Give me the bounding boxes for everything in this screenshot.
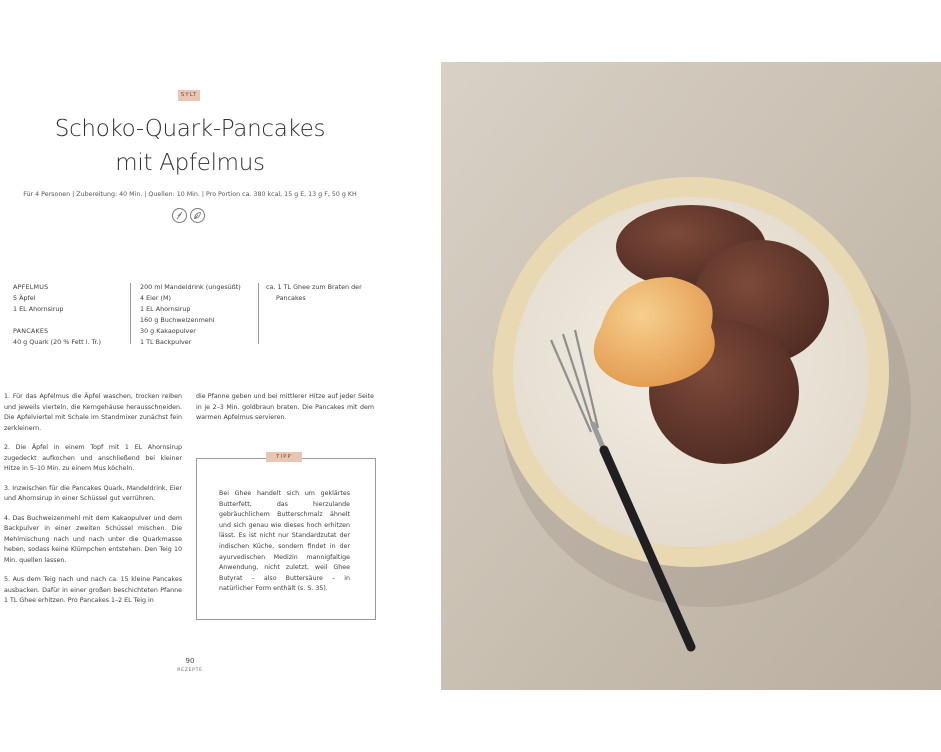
ingredient-item: ca. 1 TL Ghee zum Braten der: [266, 283, 362, 291]
title-line-2: mit Apfelmus: [115, 150, 265, 176]
step-5-continued: die Pfanne geben und bei mittlerer Hitze auf jeder Seite in je 2–3 Min. goldbraun braten. Die Pancakes mit dem warmen Apfelmus servieren.: [196, 393, 374, 421]
step-3: 3. Inzwischen für die Pancakes Quark, Mandeldrink, Eier und Ahornsirup in einer Schüssel gut verrühren.: [4, 484, 182, 502]
steps-column-right: [196, 392, 374, 433]
step-5: 5. Aus dem Teig nach und nach ca. 15 kleine Pancakes ausbacken. Dafür in einer großen beschichteten Pfanne 1 TL Ghee erhitzen. Pro Pancakes 1–2 EL Teig in: [4, 576, 182, 604]
recipe-meta: Für 4 Personen | Zubereitung: 40 Min. | Quellen: 10 Min. | Pro Portion ca. 380 kcal, 15 g E, 13 g F, 50 g KH: [23, 191, 357, 198]
ingredient-item: 30 g Kakaopulver: [140, 327, 196, 335]
ingredient-item: 40 g Quark (20 % Fett i. Tr.): [13, 338, 102, 346]
ingredients-column-1: [13, 282, 101, 348]
pancakes-illustration: [441, 62, 941, 690]
ingredient-item: 1 TL Backpulver: [140, 338, 192, 346]
column-divider: [130, 283, 131, 344]
diet-icons: [172, 208, 205, 223]
wheat-free-icon: [172, 208, 187, 223]
column-divider: [258, 283, 259, 344]
ingredient-heading: PANCAKES: [13, 327, 49, 335]
recipe-page: [0, 0, 440, 752]
ingredient-item: 200 ml Mandeldrink (ungesüßt): [140, 283, 241, 291]
ingredient-heading: APFELMUS: [13, 283, 49, 291]
ingredient-item: 1 EL Ahornsirup: [13, 305, 64, 313]
recipe-title: [0, 112, 380, 180]
ingredient-item: 5 Äpfel: [13, 294, 36, 302]
recipe-photo: [441, 62, 941, 690]
steps-column-left: [4, 392, 182, 616]
ingredients-column-3: [266, 282, 362, 304]
ingredient-item: 160 g Buchweizenmehl: [140, 316, 215, 324]
ingredient-item: 1 EL Ahornsirup: [140, 305, 191, 313]
leaf-icon: [190, 208, 205, 223]
ingredient-item: 4 Eier (M): [140, 294, 172, 302]
step-4: 4. Das Buchweizenmehl mit dem Kakaopulver und dem Backpulver in einer zweiten Schüssel mischen. Die Mehlmischung nach und nach unter die Quarkmasse heben, sodass keine Klümpchen entstehen. Den Teig 10 Min. quellen lassen.: [4, 514, 182, 564]
tip-text: Bei Ghee handelt sich um geklärtes Butterfett, das hierzulande gebräuchlichem Butterschmalz ähnelt und sich genau wie dieses hoch erhitzen lässt. Es ist nicht nur Standardzutat der indischen Küche, sondern findet in der ayurvedischen Medizin mannigfaltige Anwendung, nicht zuletzt, weil Ghee Butyrat – also Buttersäure – in natürlicher Form enthält (s. S. 35).: [219, 490, 350, 593]
step-2: 2. Die Äpfel in einem Topf mit 1 EL Ahornsirup zugedeckt aufkochen und anschließend bei kleiner Hitze in 5–10 Min. zu einem Mus köcheln.: [4, 444, 182, 472]
page-number: 90: [185, 657, 195, 665]
ingredient-item: Pancakes: [276, 294, 306, 302]
page-section: REZEPTE: [177, 668, 203, 673]
tip-label: TIPP: [266, 452, 302, 462]
title-line-1: Schoko-Quark-Pancakes: [54, 116, 326, 142]
ingredients-column-2: [140, 282, 241, 348]
location-tag: SYLT: [178, 90, 200, 101]
step-1: 1. Für das Apfelmus die Äpfel waschen, trocken reiben und jeweils vierteln, die Kerngehäuse herausschneiden. Die Apfelviertel mit Schale im Standmixer zunächst fein zerkleinern.: [4, 393, 182, 432]
